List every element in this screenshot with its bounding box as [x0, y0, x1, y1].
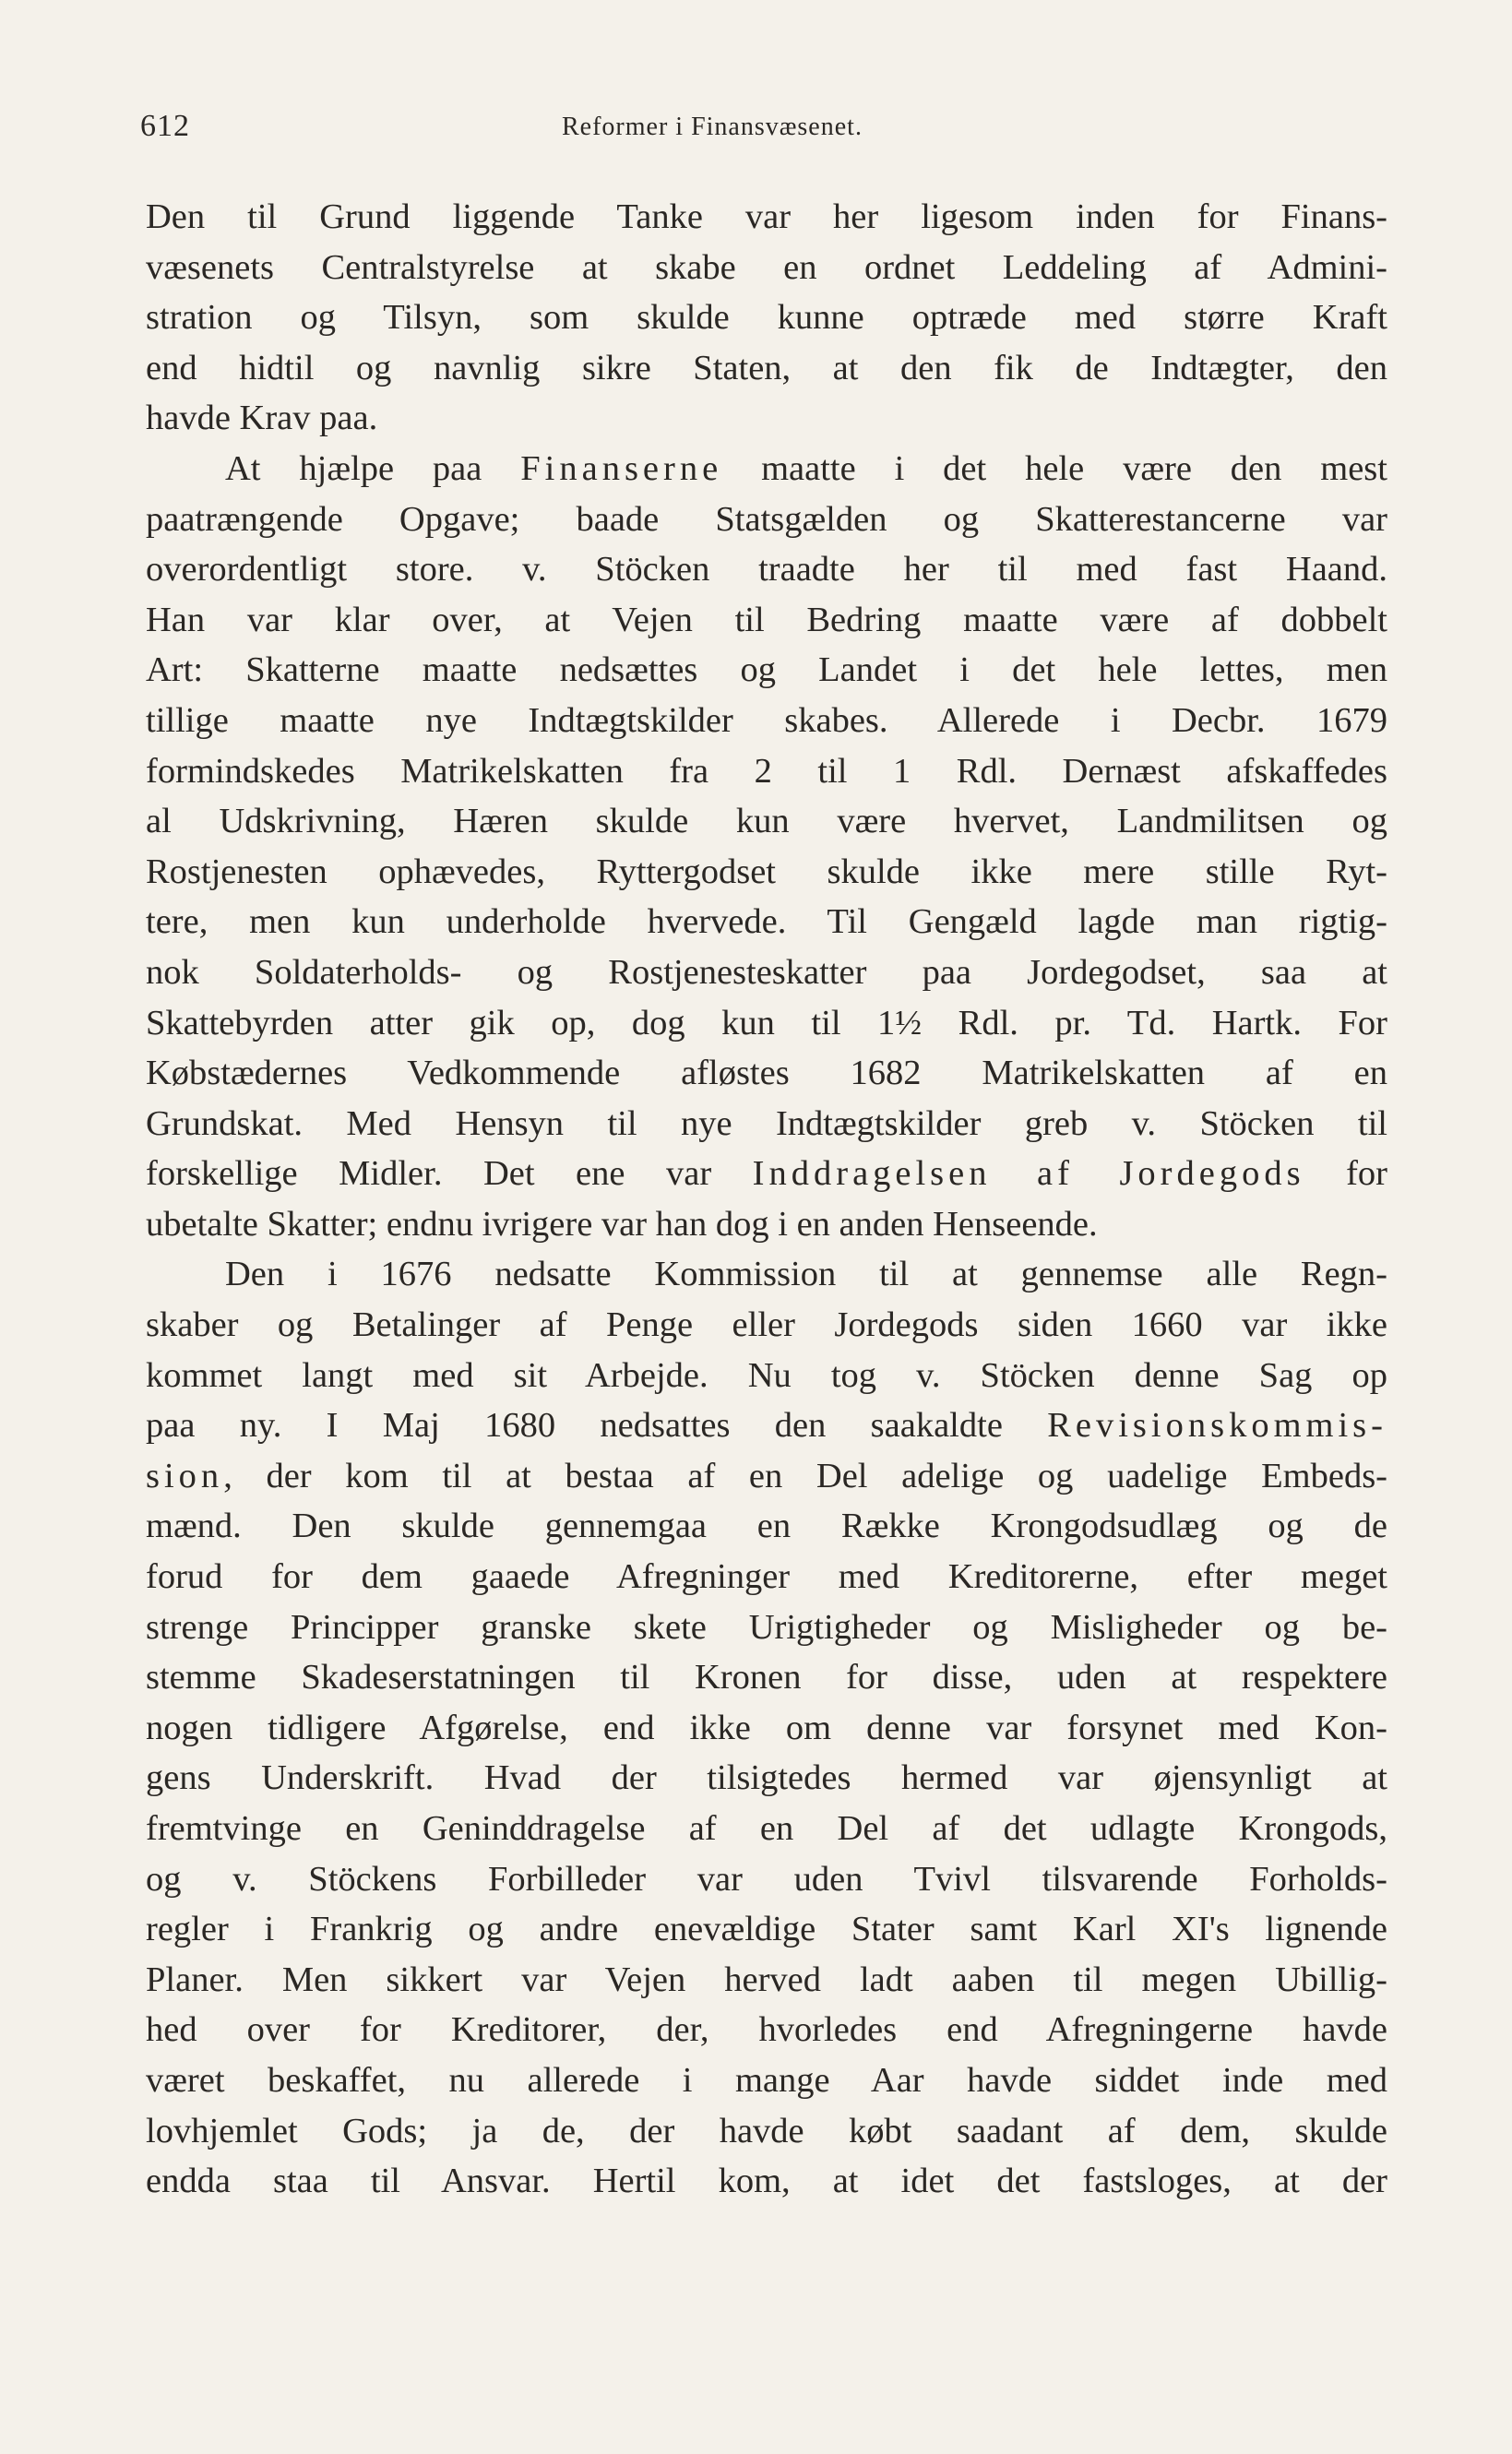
spaced-emphasis: sion: [146, 1456, 224, 1495]
line-text: end hidtil og navnlig sikre Staten, at den fik de Indtægter, den: [146, 348, 1387, 387]
line-text: overordentligt store. v. Stöcken traadte her til med fast Haand.: [146, 550, 1387, 590]
line-text: tillige maatte nye Indtægtskilder skabes. Allerede i Decbr. 1679: [146, 700, 1387, 740]
running-title: Reformer i Finansvæsenet.: [562, 113, 863, 141]
text-line: [146, 1300, 1387, 1351]
line-text: stemme Skadeserstatningen til Kronen for disse, uden at respektere: [146, 1658, 1387, 1698]
text-line: [146, 1652, 1387, 1703]
running-head: [140, 109, 1386, 155]
text-line: [146, 292, 1387, 343]
line-text: stration og Tilsyn, som skulde kunne optræde med større Kraft: [146, 298, 1387, 338]
line-text: forskellige Midler. Det ene var: [146, 1154, 753, 1194]
line-text: Han var klar over, at Vejen til Bedring maatte være af dobbelt: [146, 600, 1387, 639]
line-text: ubetalte Skatter; endnu ivrigere var han dog i en anden Henseende.: [146, 1204, 1098, 1244]
line-text: tere, men kun underholde hvervede. Til Gengæld lagde man rigtig-: [146, 902, 1387, 942]
line-text: Købstædernes Vedkommende afløstes 1682 Matrikelskatten af en: [146, 1054, 1387, 1093]
text-line: [146, 746, 1387, 797]
line-text: forud for dem gaaede Afregninger med Kreditorerne, efter meget: [146, 1557, 1387, 1597]
text-line: [146, 1451, 1387, 1502]
line-text: gens Underskrift. Hvad der tilsigtedes hermed var øjensynligt at: [146, 1758, 1387, 1798]
line-text: paatrængende Opgave; baade Statsgælden og Skatterestancerne var: [146, 499, 1387, 539]
text-line: [146, 897, 1387, 947]
text-line: [146, 1955, 1387, 2006]
line-text: havde Krav paa.: [146, 399, 378, 438]
line-text: nogen tidligere Afgørelse, end ikke om denne var forsynet med Kon-: [146, 1708, 1387, 1747]
body-text: [146, 192, 1387, 2207]
line-text: fremtvinge en Geninddragelse af en Del af det udlagte Krongods,: [146, 1809, 1387, 1848]
line-text: At hjælpe paa: [225, 448, 521, 488]
spaced-emphasis: Revisionskommis-: [1047, 1406, 1387, 1446]
line-text: væsenets Centralstyrelse at skabe en ordnet Leddeling af Admini-: [146, 247, 1387, 287]
line-text: Den til Grund liggende Tanke var her ligesom inden for Finans-: [146, 197, 1387, 236]
text-line: [146, 1048, 1387, 1099]
line-text: maatte i det hele være den mest: [722, 448, 1387, 488]
text-line: [146, 1400, 1387, 1451]
line-text: kommet langt med sit Arbejde. Nu tog v. Stöcken denne Sag op: [146, 1355, 1387, 1395]
text-line: [146, 2156, 1387, 2207]
line-text: Rostjenesten ophævedes, Ryttergodset skulde ikke mere stille Ryt-: [146, 852, 1387, 891]
spaced-emphasis: Inddragelsen af Jordegods: [752, 1154, 1305, 1194]
text-line: [146, 947, 1387, 998]
text-line: [146, 1602, 1387, 1653]
line-text: , der kom til at bestaa af en Del adelige og uadelige Embeds-: [223, 1456, 1387, 1495]
text-line: [146, 1552, 1387, 1602]
line-text: mænd. Den skulde gennemgaa en Række Krongodsudlæg og de: [146, 1507, 1387, 1546]
line-text: endda staa til Ansvar. Hertil kom, at idet det fastsloges, at der: [146, 2162, 1387, 2201]
text-line: [146, 595, 1387, 646]
line-text: været beskaffet, nu allerede i mange Aar havde siddet inde med: [146, 2060, 1387, 2100]
line-text: regler i Frankrig og andre enevældige Stater samt Karl XI's lignende: [146, 1910, 1387, 1949]
line-text: Den i 1676 nedsatte Kommission til at gennemse alle Regn-: [225, 1255, 1387, 1294]
text-line: [146, 796, 1387, 847]
text-line: [146, 2106, 1387, 2157]
line-text: al Udskrivning, Hæren skulde kun være hvervet, Landmilitsen og: [146, 802, 1387, 841]
line-text: Grundskat. Med Hensyn til nye Indtægtskilder greb v. Stöcken til: [146, 1103, 1387, 1143]
text-line: [146, 444, 1387, 494]
text-line: [146, 2055, 1387, 2106]
text-line: [146, 343, 1387, 394]
line-text: nok Soldaterholds- og Rostjenesteskatter paa Jordegodset, saa at: [146, 952, 1387, 992]
text-line: [146, 2005, 1387, 2055]
line-text: formindskedes Matrikelskatten fra 2 til 1 Rdl. Dernæst afskaffedes: [146, 751, 1387, 791]
text-line: [146, 393, 1387, 444]
text-line: [146, 1501, 1387, 1552]
line-text: skaber og Betalinger af Penge eller Jordegods siden 1660 var ikke: [146, 1305, 1387, 1345]
text-line: [146, 1904, 1387, 1955]
line-text: Art: Skatterne maatte nedsættes og Landet i det hele lettes, men: [146, 650, 1387, 690]
text-line: [146, 192, 1387, 243]
text-line: [146, 544, 1387, 595]
text-line: [146, 1199, 1387, 1250]
line-text: for: [1304, 1154, 1387, 1194]
line-text: og v. Stöckens Forbilleder var uden Tvivl tilsvarende Forholds-: [146, 1859, 1387, 1899]
line-text: Planer. Men sikkert var Vejen herved ladt aaben til megen Ubillig-: [146, 1960, 1387, 1999]
text-line: [146, 1249, 1387, 1300]
text-line: [146, 847, 1387, 898]
text-line: [146, 696, 1387, 746]
text-line: [146, 1804, 1387, 1854]
line-text: paa ny. I Maj 1680 nedsattes den saakaldte: [146, 1406, 1048, 1446]
text-line: [146, 645, 1387, 696]
text-line: [146, 243, 1387, 293]
line-text: Skattebyrden atter gik op, dog kun til 1½ Rdl. pr. Td. Hartk. For: [146, 1003, 1387, 1042]
text-line: [146, 1099, 1387, 1150]
text-line: [146, 998, 1387, 1049]
line-text: lovhjemlet Gods; ja de, der havde købt saadant af dem, skulde: [146, 2111, 1387, 2150]
text-line: [146, 1753, 1387, 1804]
page-number: 612: [140, 109, 190, 143]
spaced-emphasis: Finanserne: [520, 448, 723, 488]
text-line: [146, 1149, 1387, 1199]
text-line: [146, 494, 1387, 545]
line-text: strenge Principper granske skete Urigtigheder og Misligheder og be-: [146, 1607, 1387, 1647]
line-text: hed over for Kreditorer, der, hvorledes end Afregningerne havde: [146, 2010, 1387, 2050]
text-line: [146, 1854, 1387, 1905]
text-line: [146, 1351, 1387, 1401]
text-line: [146, 1703, 1387, 1754]
